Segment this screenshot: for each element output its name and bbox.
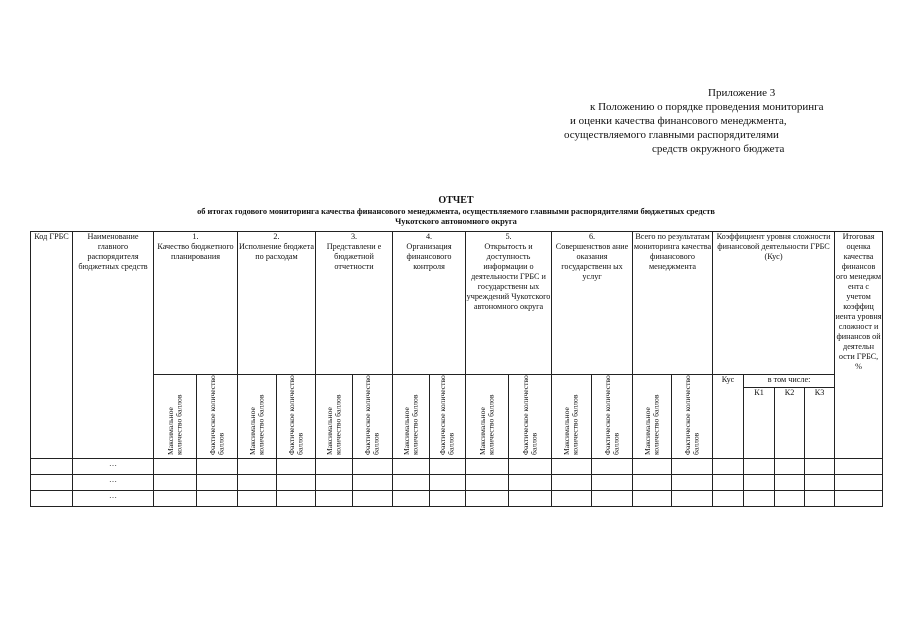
group-header-4 [393, 232, 466, 375]
column-header-name: Наименование главного распорядителя бюджетных средств [73, 232, 154, 459]
group-header-3 [316, 232, 393, 375]
group-label: Всего по результатам мониторинга качества финансового менеджмента [633, 232, 712, 271]
subheader-k1: К1 [744, 388, 775, 459]
table-row [31, 475, 883, 491]
group-label: Исполнение бюджета по расходам [239, 242, 314, 261]
subheader-fact-1: Фактическое количество баллов [197, 375, 238, 459]
appendix-line: Приложение 3 [708, 87, 776, 99]
subheader-fact-2: Фактическое количество баллов [277, 375, 316, 459]
row-placeholder: … [73, 459, 154, 475]
subheader-k2: К2 [775, 388, 805, 459]
subheader-including: в том числе: [744, 375, 835, 388]
report-title [30, 195, 882, 227]
subheader-kus: Кус [713, 375, 744, 459]
appendix-line: осуществляемого главными распорядителями [564, 129, 779, 141]
table-row [31, 459, 883, 475]
row-placeholder: … [73, 475, 154, 491]
appendix-line: и оценки качества финансового менеджмента, [570, 115, 787, 127]
row-placeholder: … [73, 491, 154, 507]
report-title-line2: Чукотского автономного округа [395, 217, 517, 226]
appendix-line: к Положению о порядке проведения мониторинга [590, 101, 824, 113]
group-number: 4. [425, 232, 433, 241]
group-number: 6. [588, 232, 596, 241]
subheader-max-2: Максимальное количество баллов [238, 375, 277, 459]
group-number: 2. [273, 232, 280, 241]
column-header-coefficient: Коэффициент уровня сложности финансовой деятельности ГРБС (Кус) [713, 232, 835, 375]
subheader-max-total: Максимальное количество баллов [633, 375, 672, 459]
column-header-final-score: Итоговая оценка качества финансов ого менеджм ента с учетом коэффиц иента уровня сложност и финансов ой деятельн ости ГРБС, % [835, 232, 883, 459]
report-title-main: ОТЧЕТ [438, 195, 474, 206]
subheader-fact-total: Фактическое количество баллов [672, 375, 713, 459]
group-label: Качество бюджетного планирования [157, 242, 234, 261]
column-header-code: Код ГРБС [31, 232, 73, 459]
group-label: Организация финансового контроля [406, 242, 452, 271]
subheader-max-1: Максимальное количество баллов [154, 375, 197, 459]
subheader-fact-5: Фактическое количество баллов [509, 375, 552, 459]
group-label: Открытость и доступность информации о деятельности ГРБС и государственн ых учреждений Чукотского автономного округа [466, 242, 551, 311]
group-header-2 [238, 232, 316, 375]
appendix-line: средств окружного бюджета [652, 143, 785, 155]
subheader-max-3: Максимальное количество баллов [316, 375, 353, 459]
group-header-total [633, 232, 713, 375]
group-label: Совершенствов ание оказания государственн ых услуг [555, 242, 629, 281]
subheader-fact-4: Фактическое количество баллов [430, 375, 466, 459]
group-header-1 [154, 232, 238, 375]
subheader-max-6: Максимальное количество баллов [552, 375, 592, 459]
table-row [31, 491, 883, 507]
group-number: 5. [505, 232, 512, 241]
group-header-6 [552, 232, 633, 375]
report-table [30, 231, 883, 507]
group-label: Представлени е бюджетной отчетности [326, 242, 382, 271]
group-number: 1. [192, 232, 199, 241]
group-header-5 [466, 232, 552, 375]
subheader-max-4: Максимальное количество баллов [393, 375, 430, 459]
appendix-note [560, 86, 890, 156]
subheader-fact-6: Фактическое количество баллов [592, 375, 633, 459]
subheader-fact-3: Фактическое количество баллов [353, 375, 393, 459]
subheader-max-5: Максимальное количество баллов [466, 375, 509, 459]
subheader-k3: К3 [805, 388, 835, 459]
report-title-line1: об итогах годового мониторинга качества финансового менеджмента, осуществляемого главными распорядителями бюджетных средств [197, 207, 715, 216]
group-number: 3. [350, 232, 358, 241]
